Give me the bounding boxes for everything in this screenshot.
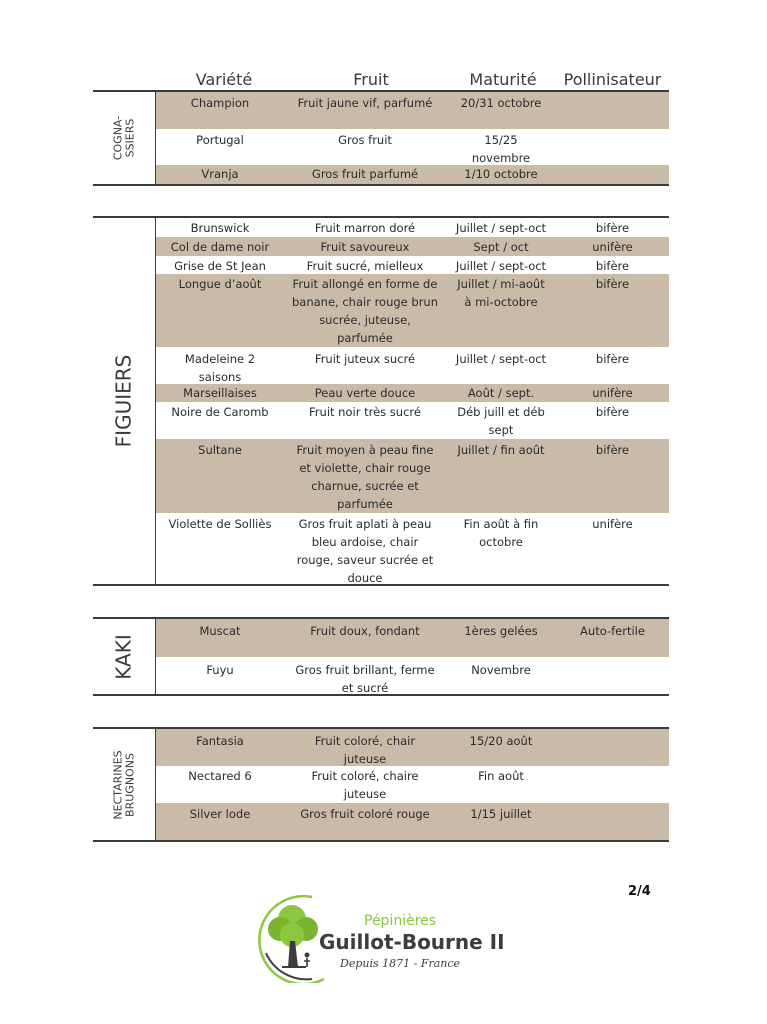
table-row [156, 129, 669, 165]
table-header [0, 70, 767, 90]
cell-variete: Noire de Caromb [171, 405, 269, 419]
section-label-box [93, 218, 156, 584]
section-label-box [93, 619, 156, 694]
section-label: FIGUIERS [111, 354, 136, 448]
cell-maturite: 20/31 octobre [460, 96, 542, 110]
table-row [156, 766, 669, 803]
cell-maturite: Fin août [478, 769, 524, 783]
cell-pollinisateur: unifère [592, 386, 633, 400]
cell-variete: Longue d’août [178, 277, 262, 291]
cell-fruit: Fruit moyen à peau fine et violette, chair rouge charnue, sucrée et parfumée [296, 443, 434, 511]
cell-maturite: Novembre [471, 663, 531, 677]
cell-variete: Sultane [198, 443, 242, 457]
cell-maturite: 1/15 juillet [470, 807, 532, 821]
table-row [156, 237, 669, 256]
table-row [156, 347, 669, 384]
cell-fruit: Fruit marron doré [314, 221, 416, 235]
section-label: NECTARINES BRUGNONS [111, 749, 136, 820]
header-maturite: Maturité [469, 70, 537, 89]
section-label: KAKI [111, 633, 136, 680]
cell-variete: Fantasia [196, 734, 244, 748]
cell-maturite: Juillet / sept-oct [455, 352, 547, 366]
table-row [156, 803, 669, 840]
cell-fruit: Fruit jaune vif, parfumé [297, 96, 433, 110]
cell-fruit: Fruit doux, fondant [310, 624, 420, 638]
section-label-box [93, 729, 156, 840]
cell-fruit: Fruit coloré, chaire juteuse [311, 769, 419, 801]
cell-maturite: Sept / oct [473, 240, 529, 254]
section-label: COGNA- SSIERS [111, 115, 136, 161]
section-cognassiers [93, 90, 669, 186]
cell-variete: Muscat [199, 624, 241, 638]
cell-variete: Col de dame noir [170, 240, 270, 254]
table-row [156, 165, 669, 184]
table-row [156, 92, 669, 129]
cell-maturite: Juillet / fin août [457, 443, 545, 457]
table-row [156, 402, 669, 439]
cell-variete: Violette de Solliès [168, 517, 272, 531]
brand-name: Guillot-Bourne II [319, 930, 505, 954]
cell-variete: Nectared 6 [188, 769, 252, 783]
section-figuiers [93, 216, 669, 586]
brand-line1: Pépinières [364, 913, 437, 929]
cell-variete: Silver lode [189, 807, 251, 821]
cell-fruit: Gros fruit aplati à peau bleu ardoise, chair rouge, saveur sucrée et douce [296, 517, 434, 585]
section-nectarines [93, 727, 669, 842]
cell-variete: Marseillaises [183, 386, 257, 400]
cell-fruit: Peau verte douce [314, 386, 416, 400]
cell-pollinisateur: Auto-fertile [580, 624, 645, 638]
cell-pollinisateur: bifère [595, 352, 630, 366]
cell-pollinisateur: unifère [592, 240, 633, 254]
cell-fruit: Fruit sucré, mielleux [306, 259, 424, 273]
cell-maturite: Août / sept. [467, 386, 535, 400]
cell-variete: Grise de St Jean [174, 259, 266, 273]
cell-maturite: 1ères gelées [464, 624, 538, 638]
table-row [156, 384, 669, 402]
cell-variete: Brunswick [190, 221, 250, 235]
cell-pollinisateur: bifère [595, 443, 630, 457]
cell-fruit: Gros fruit parfumé [311, 167, 419, 181]
page-number: 2/4 [628, 884, 651, 899]
cell-maturite: 15/25 novembre [471, 133, 531, 165]
cell-maturite: Juillet / sept-oct [455, 259, 547, 273]
cell-pollinisateur: bifère [595, 221, 630, 235]
header-fruit: Fruit [353, 70, 389, 89]
cell-fruit: Fruit juteux sucré [314, 352, 416, 366]
cell-variete: Madeleine 2 saisons [184, 352, 256, 384]
cell-maturite: Juillet / mi-août à mi-octobre [457, 277, 545, 309]
header-pollinisateur: Pollinisateur [563, 70, 662, 89]
cell-fruit: Fruit savoureux [320, 240, 410, 254]
cell-maturite: Déb juill et déb sept [457, 405, 545, 437]
table-row [156, 274, 669, 347]
header-variete: Variété [195, 70, 253, 89]
cell-pollinisateur: bifère [595, 405, 630, 419]
cell-variete: Vranja [201, 167, 239, 181]
cell-fruit: Fruit coloré, chair juteuse [314, 734, 416, 766]
cell-variete: Fuyu [206, 663, 234, 677]
table-row [156, 657, 669, 694]
cell-maturite: 15/20 août [469, 734, 533, 748]
cell-pollinisateur: bifère [595, 259, 630, 273]
cell-fruit: Gros fruit coloré rouge [300, 807, 430, 821]
cell-fruit: Gros fruit brillant, ferme et sucré [295, 663, 435, 695]
cell-fruit: Fruit allongé en forme de banane, chair rouge brun sucrée, juteuse, parfumée [291, 277, 439, 345]
cell-variete: Portugal [196, 133, 244, 147]
table-row [156, 256, 669, 274]
section-label-box [93, 92, 156, 184]
table-row [156, 218, 669, 237]
cell-maturite: 1/10 octobre [464, 167, 538, 181]
table-row [156, 619, 669, 657]
table-row [156, 729, 669, 766]
cell-pollinisateur: unifère [592, 517, 633, 531]
cell-pollinisateur: bifère [595, 277, 630, 291]
section-kaki [93, 617, 669, 696]
table-row [156, 513, 669, 584]
brand-tagline: Depuis 1871 - France [340, 957, 461, 970]
cell-maturite: Fin août à fin octobre [463, 517, 539, 549]
cell-variete: Champion [190, 96, 250, 110]
cell-fruit: Gros fruit [338, 133, 392, 147]
table-row [156, 439, 669, 513]
cell-maturite: Juillet / sept-oct [455, 221, 547, 235]
cell-fruit: Fruit noir très sucré [309, 405, 421, 419]
